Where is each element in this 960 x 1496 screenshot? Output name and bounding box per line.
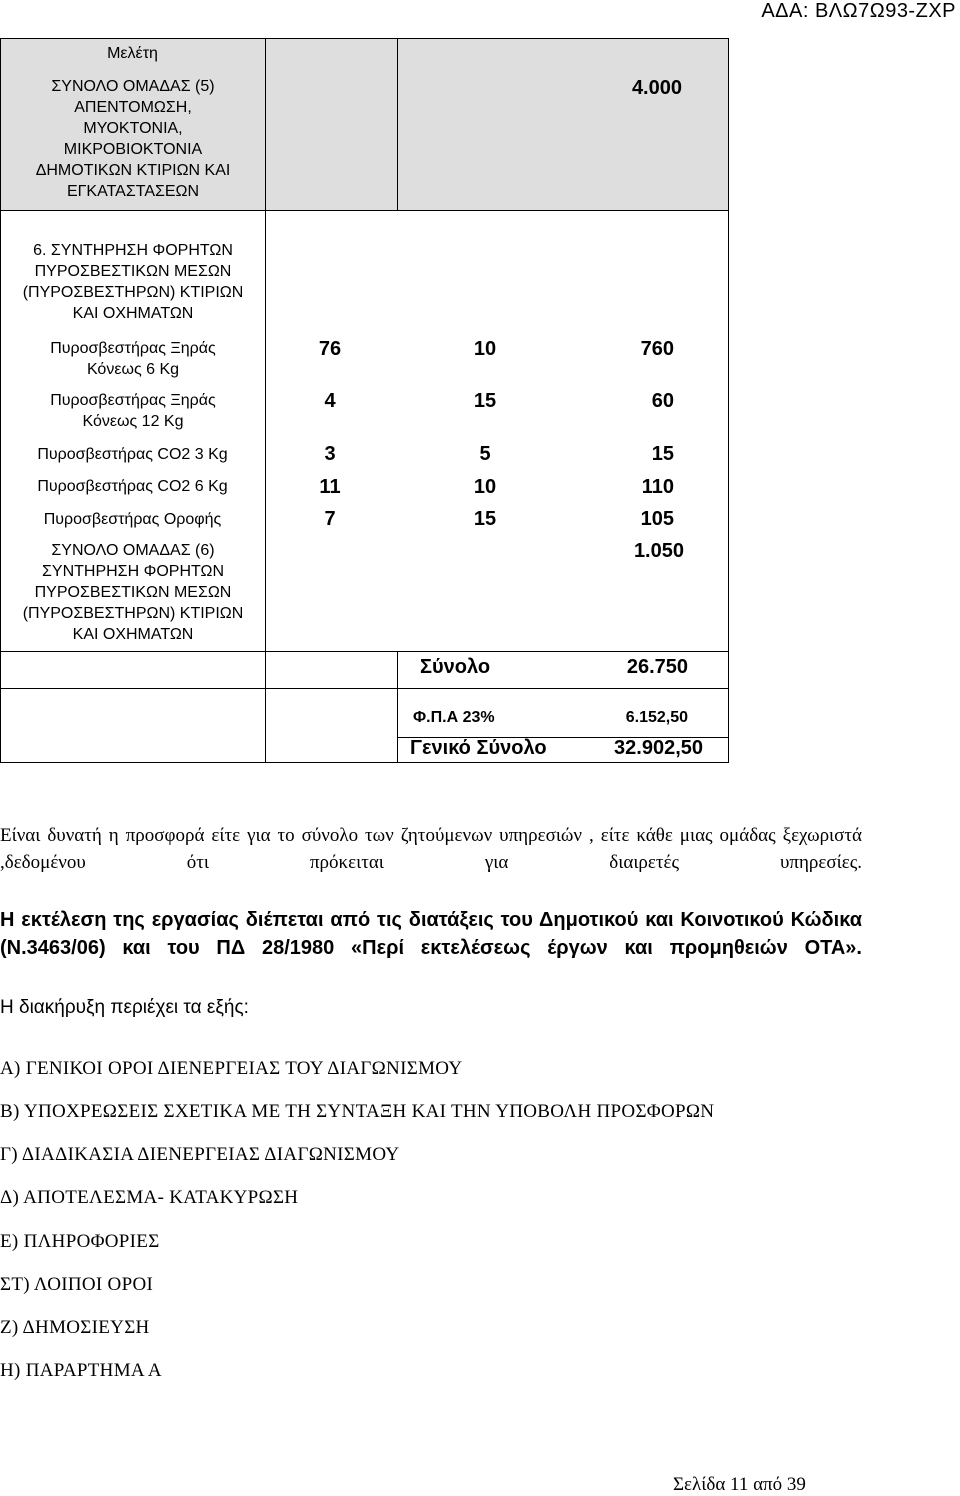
ada-code: ΑΔΑ: ΒΛΩ7Ω93-ΖΧΡ: [761, 0, 956, 22]
section-item-h: Η) ΠΑΡΑΡΤΗΜΑ Α: [0, 1360, 162, 1381]
item-total: 110: [641, 476, 674, 498]
item-price: 10: [473, 476, 497, 498]
offer-note: Είναι δυνατή η προσφορά είτε για το σύνολο των ζητούμενων υπηρεσιών , είτε κάθε μιας ομάδας ξεχωριστά ,δεδομένου ότι πρόκειται για διαιρετές υπηρεσίες.: [0, 825, 862, 873]
item-qty: 7: [324, 508, 336, 530]
section-item-z: Ζ) ΔΗΜΟΣΙΕΥΣΗ: [0, 1317, 150, 1338]
page-number: Σελίδα 11 από 39: [673, 1474, 806, 1495]
sum-label: Σύνολο: [420, 656, 491, 678]
item-total: 60: [651, 390, 674, 412]
item-name: Πυροσβεστήρας CO2 3 Kg: [37, 446, 228, 463]
section-item-e: Ε) ΠΛΗΡΟΦΟΡΙΕΣ: [0, 1231, 160, 1252]
item-price: 15: [473, 390, 497, 412]
item-total: 760: [640, 338, 674, 360]
grand-total-value: 32.902,50: [614, 737, 703, 759]
item-name: Πυροσβεστήρας Ξηράς Κόνεως 6 Kg: [50, 340, 216, 378]
item-name: Πυροσβεστήρας Ξηράς Κόνεως 12 Kg: [50, 392, 216, 430]
table-divider-2b: [397, 651, 398, 763]
item-price: 15: [473, 508, 497, 530]
study-label: Μελέτη: [107, 45, 158, 62]
item-total: 105: [640, 508, 674, 530]
group6-title: 6. ΣΥΝΤΗΡΗΣΗ ΦΟΡΗΤΩΝ ΠΥΡΟΣΒΕΣΤΙΚΩΝ ΜΕΣΩΝ (ΠΥΡΟΣΒΕΣΤΗΡΩΝ) ΚΤΙΡΙΩΝ ΚΑΙ ΟΧΗΜΑΤΩΝ: [22, 242, 244, 322]
section-item-d: Δ) ΑΠΟΤΕΛΕΣΜΑ- ΚΑΤΑΚΥΡΩΣΗ: [0, 1187, 299, 1208]
gray-cell-right: [398, 38, 728, 210]
section-item-a: Α) ΓΕΝΙΚΟΙ ΟΡΟΙ ΔΙΕΝΕΡΓΕΙΑΣ ΤΟΥ ΔΙΑΓΩΝΙΣΜΟΥ: [0, 1058, 463, 1079]
gray-cell-qty: [266, 38, 397, 210]
grand-total-label: Γενικό Σύνολο: [410, 737, 547, 759]
item-qty: 11: [319, 476, 341, 498]
table-divider-2: [397, 38, 398, 210]
group5-total-label: ΣΥΝΟΛΟ ΟΜΑΔΑΣ (5) ΑΠΕΝΤΟΜΩΣΗ, ΜΥΟΚΤΟΝΙΑ, ΜΙΚΡΟΒΙΟΚΤΟΝΙΑ ΔΗΜΟΤΙΚΩΝ ΚΤΙΡΙΩΝ ΚΑΙ ΕΓΚΑΤΑΣΤΑΣΕΩΝ: [35, 78, 231, 200]
table-border-top: [0, 38, 729, 39]
table-border-left: [0, 38, 1, 763]
table-rule-2: [0, 651, 729, 652]
group6-total-value: 1.050: [633, 540, 684, 562]
group6-total-label: ΣΥΝΟΛΟ ΟΜΑΔΑΣ (6) ΣΥΝΤΗΡΗΣΗ ΦΟΡΗΤΩΝ ΠΥΡΟΣΒΕΣΤΙΚΩΝ ΜΕΣΩΝ (ΠΥΡΟΣΒΕΣΤΗΡΩΝ) ΚΤΙΡΙΩΝ ΚΑΙ ΟΧΗΜΑΤΩΝ: [22, 542, 244, 643]
pricing-table: [0, 38, 729, 763]
item-total: 15: [651, 443, 674, 465]
sum-value: 26.750: [626, 656, 688, 678]
item-qty: 3: [324, 443, 336, 465]
table-divider-1b: [265, 210, 266, 763]
group5-total-value: 4.000: [631, 77, 682, 99]
table-divider-1: [265, 38, 266, 210]
section-item-b: Β) ΥΠΟΧΡΕΩΣΕΙΣ ΣΧΕΤΙΚΑ ΜΕ ΤΗ ΣΥΝΤΑΞΗ ΚΑΙ ΤΗΝ ΥΠΟΒΟΛΗ ΠΡΟΣΦΟΡΩΝ: [0, 1101, 715, 1122]
section-item-c: Γ) ΔΙΑΔΙΚΑΣΙΑ ΔΙΕΝΕΡΓΕΙΑΣ ΔΙΑΓΩΝΙΣΜΟΥ: [0, 1144, 400, 1165]
table-border-right: [728, 38, 729, 763]
execution-note: Η εκτέλεση της εργασίας διέπεται από τις διατάξεις του Δημοτικού και Κοινοτικού Κώδικα (Ν.3463/06) και του ΠΔ 28/1980 «Περί εκτελέσεως έργων και προμηθειών ΟΤΑ».: [0, 909, 862, 959]
item-qty: 4: [324, 390, 336, 412]
vat-label: Φ.Π.Α 23%: [413, 709, 495, 726]
vat-value: 6.152,50: [625, 709, 688, 726]
item-qty: 76: [318, 338, 342, 360]
item-name: Πυροσβεστήρας CO2 6 Kg: [37, 478, 228, 495]
table-rule-1: [0, 210, 729, 211]
item-price: 10: [473, 338, 497, 360]
table-rule-3: [0, 688, 729, 689]
table-border-bottom: [0, 762, 729, 763]
item-name: Πυροσβεστήρας Οροφής: [43, 511, 222, 528]
item-price: 5: [479, 443, 491, 465]
contents-intro: Η διακήρυξη περιέχει τα εξής:: [0, 997, 249, 1018]
section-item-st: ΣΤ) ΛΟΙΠΟΙ ΟΡΟΙ: [0, 1274, 154, 1295]
